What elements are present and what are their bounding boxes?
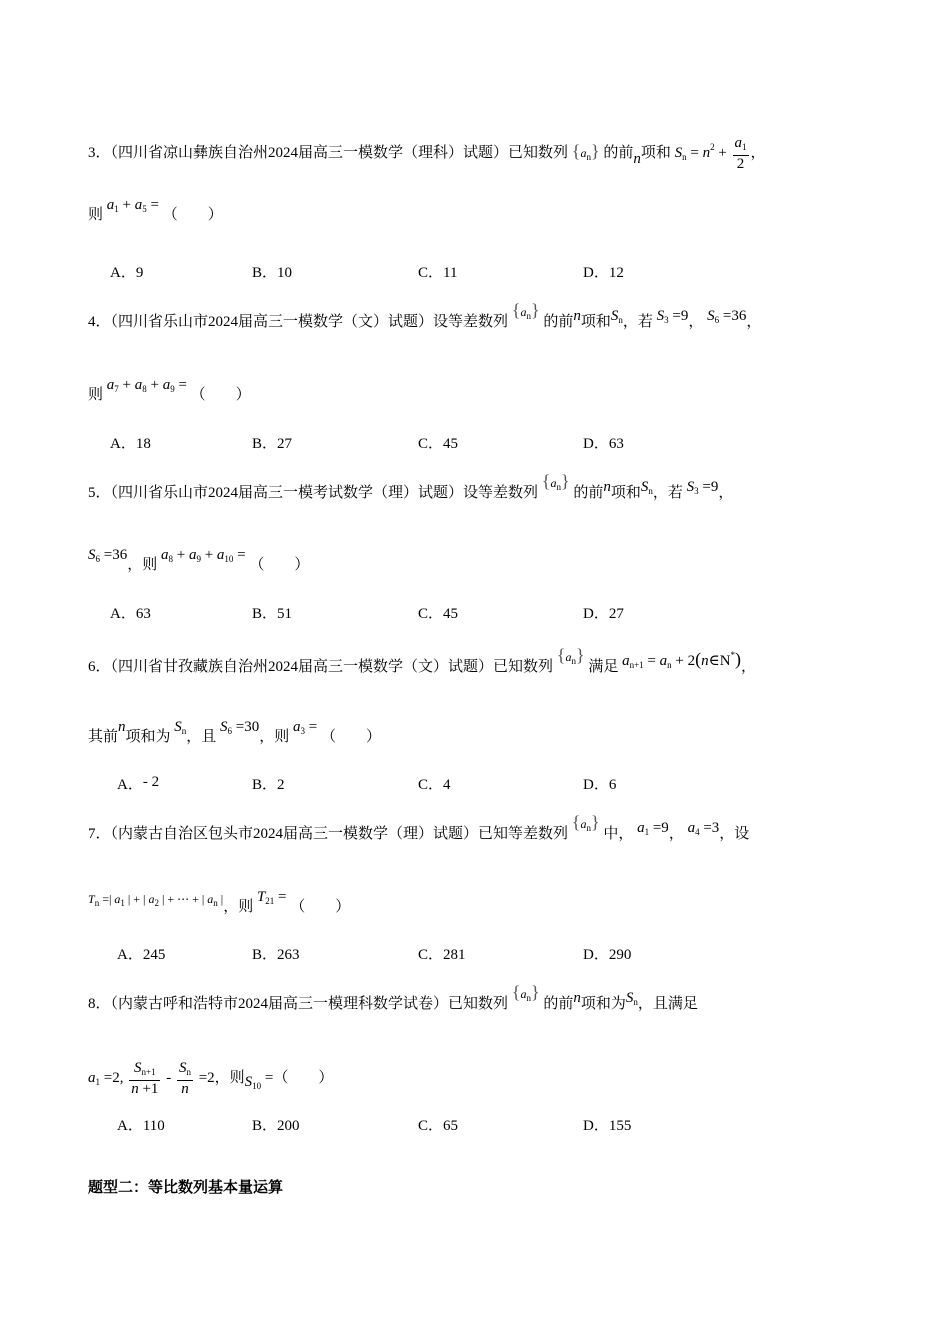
- option-d[interactable]: D．63: [583, 436, 624, 452]
- option-b[interactable]: B．10: [252, 265, 293, 281]
- option-c[interactable]: C．11: [418, 265, 458, 281]
- question-4-line-1: 4．（四川省乐山市2024届高三一模数学（文）试题）设等差数列 $\{a_n\}$ 的前n项和$S_n$，若 $S_3 =9$， $S_6 =36$，: [88, 300, 762, 330]
- option-c[interactable]: C．281: [418, 947, 466, 963]
- option-a[interactable]: A．18: [110, 436, 151, 452]
- question-8-line-2: $a_1 =2$, $\frac{S_{n+1}}{n +1}$ - $\frac{S_n}{n}$ =2，则$S_{10}$ =（ ）: [88, 1060, 334, 1097]
- question-5-line-1: 5．（四川省乐山市2024届高三一模考试数学（理）试题）设等差数列 $\{a_n\}$ 的前n项和$S_n$，若 $S_3 =9$，: [88, 471, 734, 501]
- option-c[interactable]: C．45: [418, 436, 459, 452]
- option-a[interactable]: A．9: [110, 265, 144, 281]
- question-7-line-1: 7．（内蒙古自治区包头市2024届高三一模数学（理）试题）已知等差数列 $\{a_n\}$ 中， $a_1 =9$， $a_4 =3$，设: [88, 812, 750, 842]
- question-6-line-1: 6．（四川省甘孜藏族自治州2024届高三一模数学（文）试题）已知数列 $\{a_n\}$ 满足 $a_{n+1} = a_n$ + 2(n∈N*)，: [88, 645, 757, 675]
- option-a[interactable]: A．110: [117, 1118, 165, 1134]
- option-c[interactable]: C．45: [418, 606, 459, 622]
- option-b[interactable]: B．263: [252, 947, 300, 963]
- option-c[interactable]: C．4: [418, 777, 451, 793]
- question-8-line-1: 8．（内蒙古呼和浩特市2024届高三一模理科数学试卷）已知数列 $\{a_n\}$ 的前n项和为$S_n$，且满足: [88, 982, 698, 1012]
- question-5-line-2: $S_6 =36$，则 $a_8 + a_9 + a_{10}$ = （ ）: [88, 547, 310, 573]
- option-d[interactable]: D．290: [583, 947, 632, 963]
- question-3-line-1: 3．（四川省凉山彝族自治州2024届高三一模数学（理科）试题）已知数列 $\{a_n\}$ 的前n项和 $S_n = n^2$ + $\frac{a_1}{2}$ ，: [88, 135, 766, 172]
- option-b[interactable]: B．2: [252, 777, 285, 793]
- option-d[interactable]: D．6: [583, 777, 617, 793]
- option-a[interactable]: A．63: [110, 606, 151, 622]
- option-b[interactable]: B．51: [252, 606, 293, 622]
- question-3-line-2: 则 $a_1 + a_5$ = （ ）: [88, 197, 223, 223]
- option-c[interactable]: C．65: [418, 1118, 459, 1134]
- option-a[interactable]: A．- 2: [117, 774, 160, 793]
- option-d[interactable]: D．155: [583, 1118, 632, 1134]
- option-a[interactable]: A．245: [117, 947, 166, 963]
- question-4-line-2: 则 $a_7 + a_8 + a_9$ = （ ）: [88, 377, 251, 403]
- question-7-line-2: $^{T_n =| a_1 | + | a_2 | + \cdots + | a_n |}$，则 $T_{21}$ = （ ）: [88, 889, 351, 915]
- section-heading: 题型二：等比数列基本量运算: [88, 1178, 284, 1196]
- question-6-line-2: 其前n项和为 $S_n$，且 $S_6 =30$，则 $a_3$ = （ ）: [88, 719, 382, 745]
- option-d[interactable]: D．27: [583, 606, 624, 622]
- option-d[interactable]: D．12: [583, 265, 624, 281]
- option-b[interactable]: B．200: [252, 1118, 300, 1134]
- option-b[interactable]: B．27: [252, 436, 293, 452]
